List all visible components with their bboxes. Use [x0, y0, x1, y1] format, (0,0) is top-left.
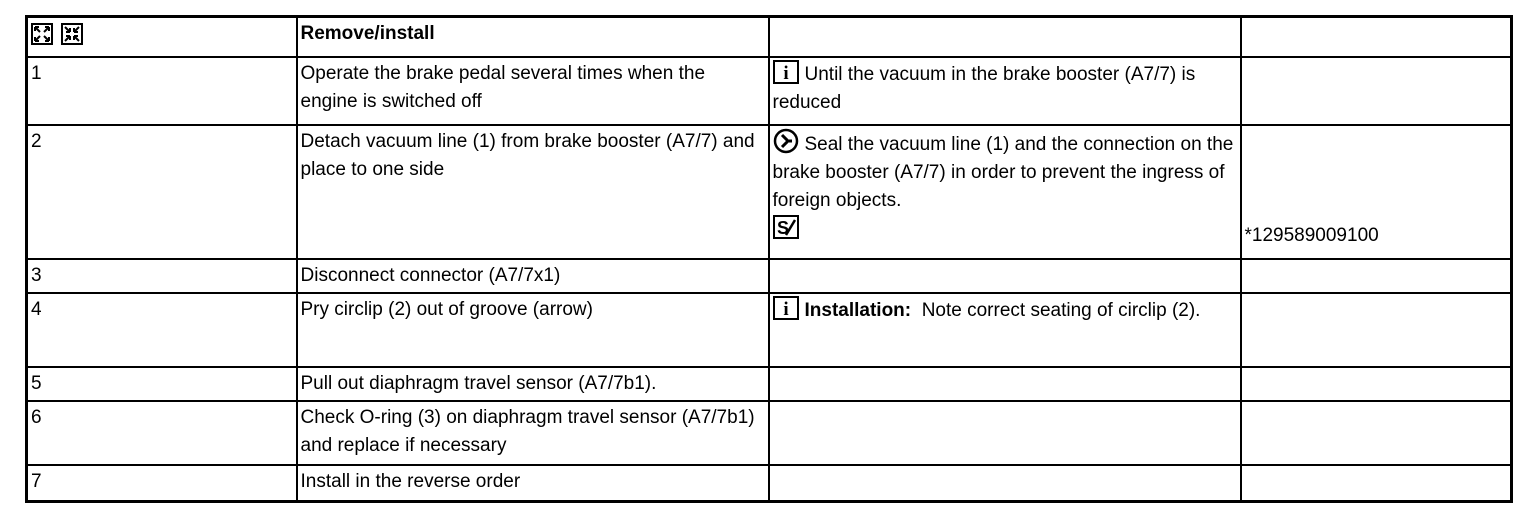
table-row [27, 367, 1512, 401]
step-note [769, 465, 1241, 502]
step-number: 7 [27, 465, 297, 502]
step-action: Disconnect connector (A7/7x1) [297, 259, 769, 293]
header-parts-cell [1241, 17, 1512, 58]
part-number[interactable]: *129589009100 [1244, 225, 1379, 246]
caution-icon [773, 128, 799, 154]
step-note-text: Seal the vacuum line (1) and the connection on the brake booster (A7/7) in order to prevent the ingress of foreign objects. [772, 134, 1234, 211]
svg-text:i: i [782, 299, 789, 320]
step-action: Operate the brake pedal several times when the engine is switched off [297, 57, 769, 125]
table-row [27, 259, 1512, 293]
step-note [769, 367, 1241, 401]
step-action: Pry circlip (2) out of groove (arrow) [297, 293, 769, 367]
header-title: Remove/install [297, 17, 769, 58]
step-action: Check O-ring (3) on diaphragm travel sensor (A7/7b1) and replace if necessary [297, 401, 769, 465]
step-note-text: Until the vacuum in the brake booster (A7/7) is reduced [772, 64, 1196, 113]
step-number: 3 [27, 259, 297, 293]
svg-text:i: i [782, 63, 789, 84]
expand-icon[interactable] [31, 23, 53, 45]
collapse-icon[interactable] [61, 23, 83, 45]
step-part [1241, 465, 1512, 502]
step-number: 4 [27, 293, 297, 367]
table-header-row [27, 17, 1512, 58]
table-row [27, 401, 1512, 465]
step-note [769, 57, 1241, 125]
step-note [769, 125, 1241, 259]
step-number: 6 [27, 401, 297, 465]
step-number: 2 [27, 125, 297, 259]
info-icon [773, 60, 799, 84]
info-icon [773, 296, 799, 320]
step-note [769, 293, 1241, 367]
step-number: 1 [27, 57, 297, 125]
table-row [27, 293, 1512, 367]
table-row [27, 57, 1512, 125]
step-note [769, 401, 1241, 465]
step-action: Install in the reverse order [297, 465, 769, 502]
table-row [27, 465, 1512, 502]
header-icons-cell [27, 17, 297, 58]
step-part [1241, 293, 1512, 367]
step-note-label: Installation: [804, 300, 912, 321]
svg-text:S: S [776, 218, 789, 238]
step-part [1241, 259, 1512, 293]
step-action: Pull out diaphragm travel sensor (A7/7b1). [297, 367, 769, 401]
procedure-table [25, 15, 1513, 503]
step-part [1241, 57, 1512, 125]
table-row [27, 125, 1512, 259]
step-number: 5 [27, 367, 297, 401]
step-note [769, 259, 1241, 293]
header-notes-cell [769, 17, 1241, 58]
step-note-text: Note correct seating of circlip (2). [921, 300, 1201, 321]
step-action: Detach vacuum line (1) from brake booster (A7/7) and place to one side [297, 125, 769, 259]
special-tool-icon[interactable] [773, 215, 799, 239]
step-part [1241, 401, 1512, 465]
step-part [1241, 125, 1512, 259]
step-part [1241, 367, 1512, 401]
